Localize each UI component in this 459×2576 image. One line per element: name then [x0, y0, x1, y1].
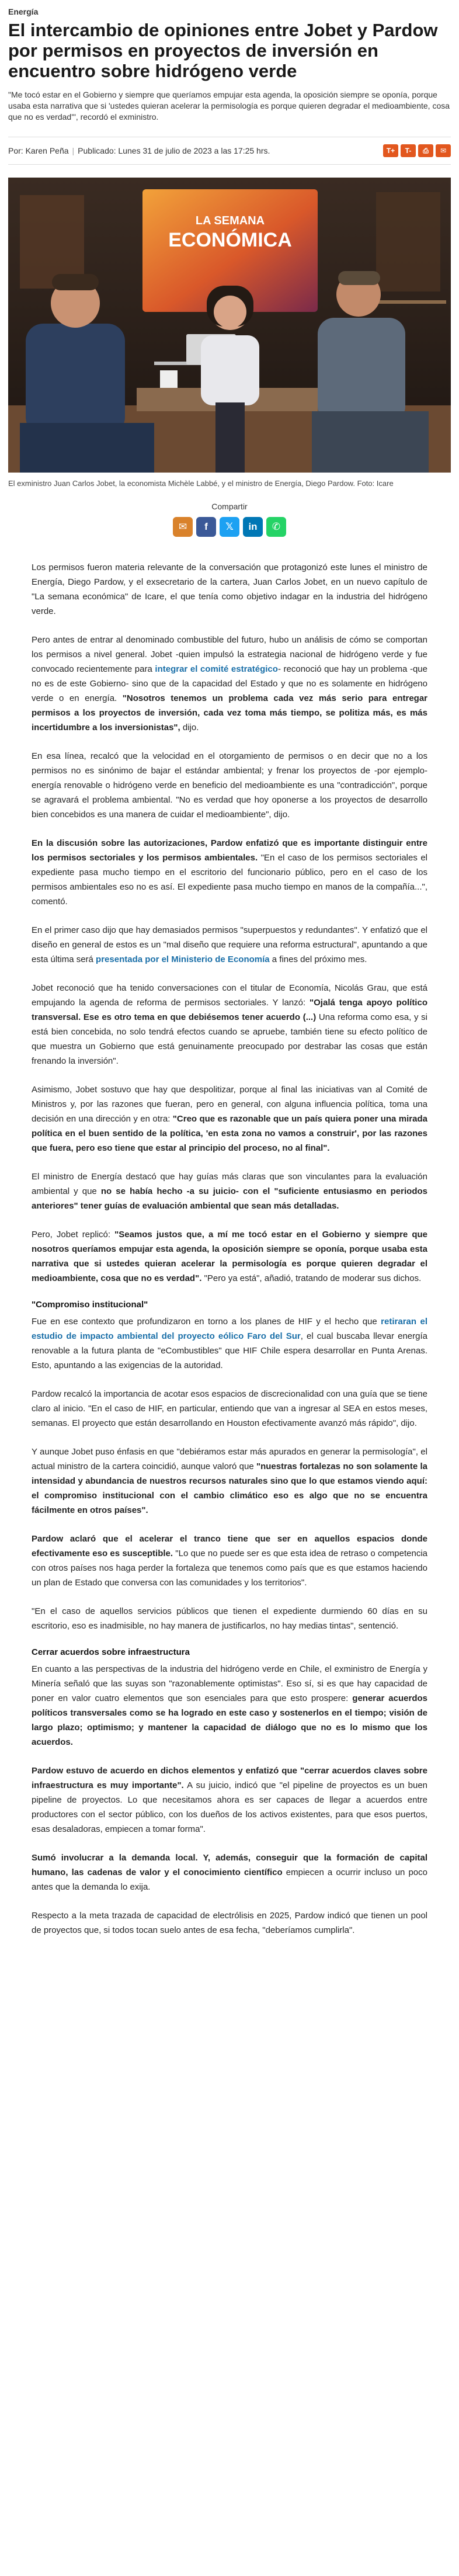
paragraph: Los permisos fueron materia relevante de la conversación que protagonizó este lunes el ministro de Energía, Diego Pardow, y el exsecretario de la cartera, Juan Carlos Jobet, en un nuevo capítulo de "La semana económica" de Icare, el que tenía como objetivo indagar en la industria del hidrógeno verde. — [32, 563, 427, 616]
article-header — [0, 0, 459, 165]
inline-link[interactable]: presentada por el Ministerio de Economía — [96, 954, 270, 964]
email-button[interactable]: ✉ — [436, 144, 451, 157]
paragraph: Y aunque Jobet puso énfasis en que "debiéramos estar más apurados en generar la permisología", el actual ministro de la cartera coincidió, aunque valoró que "nuestras fortalezas no son solamente la intensidad y abundancia de nuestros recursos naturales sino que lo que estamos viendo aquí: el compromiso institucional con el cambio climático eso es algo que no se encuentra fácilmente en otros países". — [32, 1447, 427, 1515]
paragraph: En cuanto a las perspectivas de la industria del hidrógeno verde en Chile, el exministro de Energía y Minería señaló que las suyas son "razonablemente optimistas". Eso sí, si es que hay capacidad de poner en valor cuatro elementos que son esenciales para que esto prospere: generar acuerdos políticos transversales como se ha logrado en este caso y sostenerlos en el tiempo; visión de largo plazo; optimismo; y mantener la capacidad de diálogo que no es lo mismo que los acuerdos. — [32, 1664, 427, 1747]
inline-link[interactable]: retiraran el estudio de impacto ambiental del proyecto eólico Faro del Sur — [32, 1317, 427, 1341]
share-linkedin-icon[interactable]: in — [243, 517, 263, 537]
share-whatsapp-icon[interactable]: ✆ — [266, 517, 286, 537]
print-button[interactable]: ⎙ — [418, 144, 433, 157]
paragraph: En el primer caso dijo que hay demasiados permisos "superpuestos y redundantes". Y enfatizó que el diseño en general de estos es un "mal diseño que requiere una reforma estructural", apuntando a que esta última será presentada por el Ministerio de Economía a fines del próximo mes. — [32, 925, 427, 964]
paragraph: Pero antes de entrar al denominado combustible del futuro, hubo un análisis de cómo se comportan los permisos a nivel general. Jobet -quien impulsó la estrategia nacional de hidrógeno verde y fue convocado recientemente para integrar el comité estratégico- reconoció que hay un problema -que no es de este Gobierno- sino que de la capacidad del Estado y que no es solamente en hidrógeno verde o en energía. "Nosotros tenemos un problema cada vez más serio para entregar permisos a los proyectos de inversión, cada vez toma más tiempo, se politiza más, es más incertidumbre a los inversionistas", dijo. — [32, 635, 428, 732]
paragraph: Jobet reconoció que ha tenido conversaciones con el titular de Economía, Nicolás Grau, que está empujando la agenda de reforma de permisos sectoriales. Y lanzó: "Ojalá tenga apoyo político transversal. Ese es otro tema en que debiésemos tener acuerdo (...) Una reforma como esa, y si está bien concebida, no solo tendrá efectos cuando se apruebe, también tiene su efecto político de que muestra un Gobierno que está genuinamente preocupado por destrabar las cosas que están frenando la inversión". — [32, 983, 427, 1066]
paragraph: Pardow aclaró que el acelerar el tranco tiene que ser en aquellos espacios donde efectivamente eso es susceptible. "Lo que no puede ser es que esta idea de retraso o competencia con otros países nos haga perder la fortaleza que tenemos como país que es que estamos haciendo un plan de Estado que conversa con las comunidades y los territorios". — [32, 1534, 427, 1588]
paragraph: Pardow recalcó la importancia de acotar esos espacios de discrecionalidad con una guía que se tiene claro al inicio. "En el caso de HIF, en particular, entiendo que van a ingresar al SEA en estos meses, semanas. El proyecto que están desarrollando en Houston efectivamente avanzó más rápido", dijo. — [32, 1389, 427, 1428]
paragraph: Sumó involucrar a la demanda local. Y, además, conseguir que la formación de capital humano, las cadenas de valor y el conocimiento científico empiecen a ocurrir incluso un poco antes que la demanda lo exija. — [32, 1853, 427, 1892]
paragraph: El ministro de Energía destacó que hay guías más claras que son vinculantes para la evaluación ambiental y que no se había hecho -a su juicio- con el "suficiente entusiasmo en periodos anteriores" tener guías de evaluación ambiental que sean más detalladas. — [32, 1172, 427, 1211]
share-icons — [0, 517, 459, 537]
byline-bar — [8, 137, 451, 165]
article-body — [0, 560, 459, 1938]
paragraph: Respecto a la meta trazada de capacidad de electrólisis en 2025, Pardow indicó que tienen un pool de proyectos que, si todos tocan suelo antes de esa fecha, "deberíamos cumplirla". — [32, 1911, 427, 1935]
paragraph: Pardow estuvo de acuerdo en dichos elementos y enfatizó que "cerrar acuerdos claves sobre infraestructura es muy importante". A su juicio, indicó que "el pipeline de proyectos es un buen pipeline de proyectos. Lo que necesitamos ahora es ser capaces de llegar a acuerdos entre productores con el sector público, con los dueños de los activos existentes, para que esos puertos, esas desaladoras, empiecen a tomar forma". — [32, 1766, 428, 1834]
paragraph: Asimismo, Jobet sostuvo que hay que despolitizar, porque al final las iniciativas van al Comité de Ministros y, por las razones que fueran, pero en general, con alguna influencia política, toma una decisión en una dirección y en otra: "Creo que es razonable que un país quiera poner una mirada política en el buen sentido de la política, 'en esta zona no vamos a construir', por las razones que fuera, pero eso tiene que estar al principio del proceso, no al final". — [32, 1085, 427, 1153]
screen-title-line1: LA SEMANA — [195, 214, 265, 227]
share-email-icon[interactable]: ✉ — [173, 517, 193, 537]
photo-figure — [8, 178, 451, 489]
headline: El intercambio de opiniones entre Jobet y Pardow por permisos en proyectos de inversión en encuentro sobre hidrógeno verde — [8, 20, 438, 81]
lead-quote: "Me tocó estar en el Gobierno y siempre que queríamos empujar esta agenda, la oposición siempre se oponía, porque usaba esta narrativa que si 'ustedes quieran acelerar la permisología es porque quieren degradar el medioambiente, cosa que no es verdad'", recordó el exministro. — [8, 90, 450, 121]
paragraph: En la discusión sobre las autorizaciones, Pardow enfatizó que es importante distinguir entre los permisos sectoriales y los permisos ambientales. "En el caso de los permisos sectoriales el expediente pasa mucho tiempo en el escritorio del funcionario público, pero en el caso de los permisos ambientales eso no es así. El expediente pasa mucho tiempo en manos de la compañía...", comentó. — [32, 838, 427, 907]
section-label[interactable]: Energía — [8, 7, 39, 16]
publish-date: Publicado: Lunes 31 de julio de 2023 a las 17:25 hrs. — [78, 146, 270, 155]
screen-title-line2: ECONÓMICA — [168, 229, 292, 251]
photo-caption: El exministro Juan Carlos Jobet, la economista Michèle Labbé, y el ministro de Energía, Diego Pardow. Foto: Icare — [8, 479, 394, 488]
font-decrease-button[interactable]: T- — [401, 144, 416, 157]
share-bar — [0, 502, 459, 537]
article-photo — [8, 178, 451, 473]
share-label: Compartir — [211, 502, 248, 511]
divider: | — [72, 146, 75, 155]
subheading: "Compromiso institucional" — [32, 1300, 148, 1310]
paragraph: Pero, Jobet replicó: "Seamos justos que, a mí me tocó estar en el Gobierno y siempre que nosotros queríamos empujar esta agenda, la oposición siempre se oponía, porque usaba esta narrativa que si ustedes quieran acelerar la permisología es porque quieren degradar el medioambiente, cosa que no es verdad". "Pero ya está", añadió, tratando de moderar sus dichos. — [32, 1230, 427, 1283]
paragraph: Fue en ese contexto que profundizaron en torno a los planes de HIF y el hecho que retiraran el estudio de impacto ambiental del proyecto eólico Faro del Sur, el cual buscaba llevar energía renovable a la futura planta de "eCombustibles" que HIF Chile espera desarrollar en Punta Arenas. Esto, apuntando a las exigencias de la autoridad. — [32, 1317, 427, 1370]
inline-link[interactable]: integrar el comité estratégico — [155, 664, 278, 674]
author: Por: Karen Peña — [8, 146, 69, 155]
share-facebook-icon[interactable]: f — [196, 517, 216, 537]
subheading: Cerrar acuerdos sobre infraestructura — [32, 1647, 190, 1657]
photo-illustration — [8, 178, 451, 473]
share-twitter-icon[interactable]: 𝕏 — [220, 517, 239, 537]
font-increase-button[interactable]: T+ — [383, 144, 398, 157]
paragraph: En esa línea, recalcó que la velocidad en el otorgamiento de permisos o en decir que no a los permisos no es sinónimo de bajar el estándar ambiental; y frenar los proyectos de -por ejemplo- energía renovable o hidrógeno verde en beneficio del medioambiente es una "contradicción", porque se agravará el problema ambiental. "No es verdad que hoy oponerse a los proyectos de desarrollo bien concebidos es una manera de cuidar el medioambiente", dijo. — [32, 751, 427, 820]
article-tools — [383, 144, 451, 157]
paragraph: "En el caso de aquellos servicios públicos que tienen el expediente durmiendo 60 días en su escritorio, eso es inadmisible, no hay manera de justificarlos, no hay medias tintas", sentenció. — [32, 1606, 427, 1631]
